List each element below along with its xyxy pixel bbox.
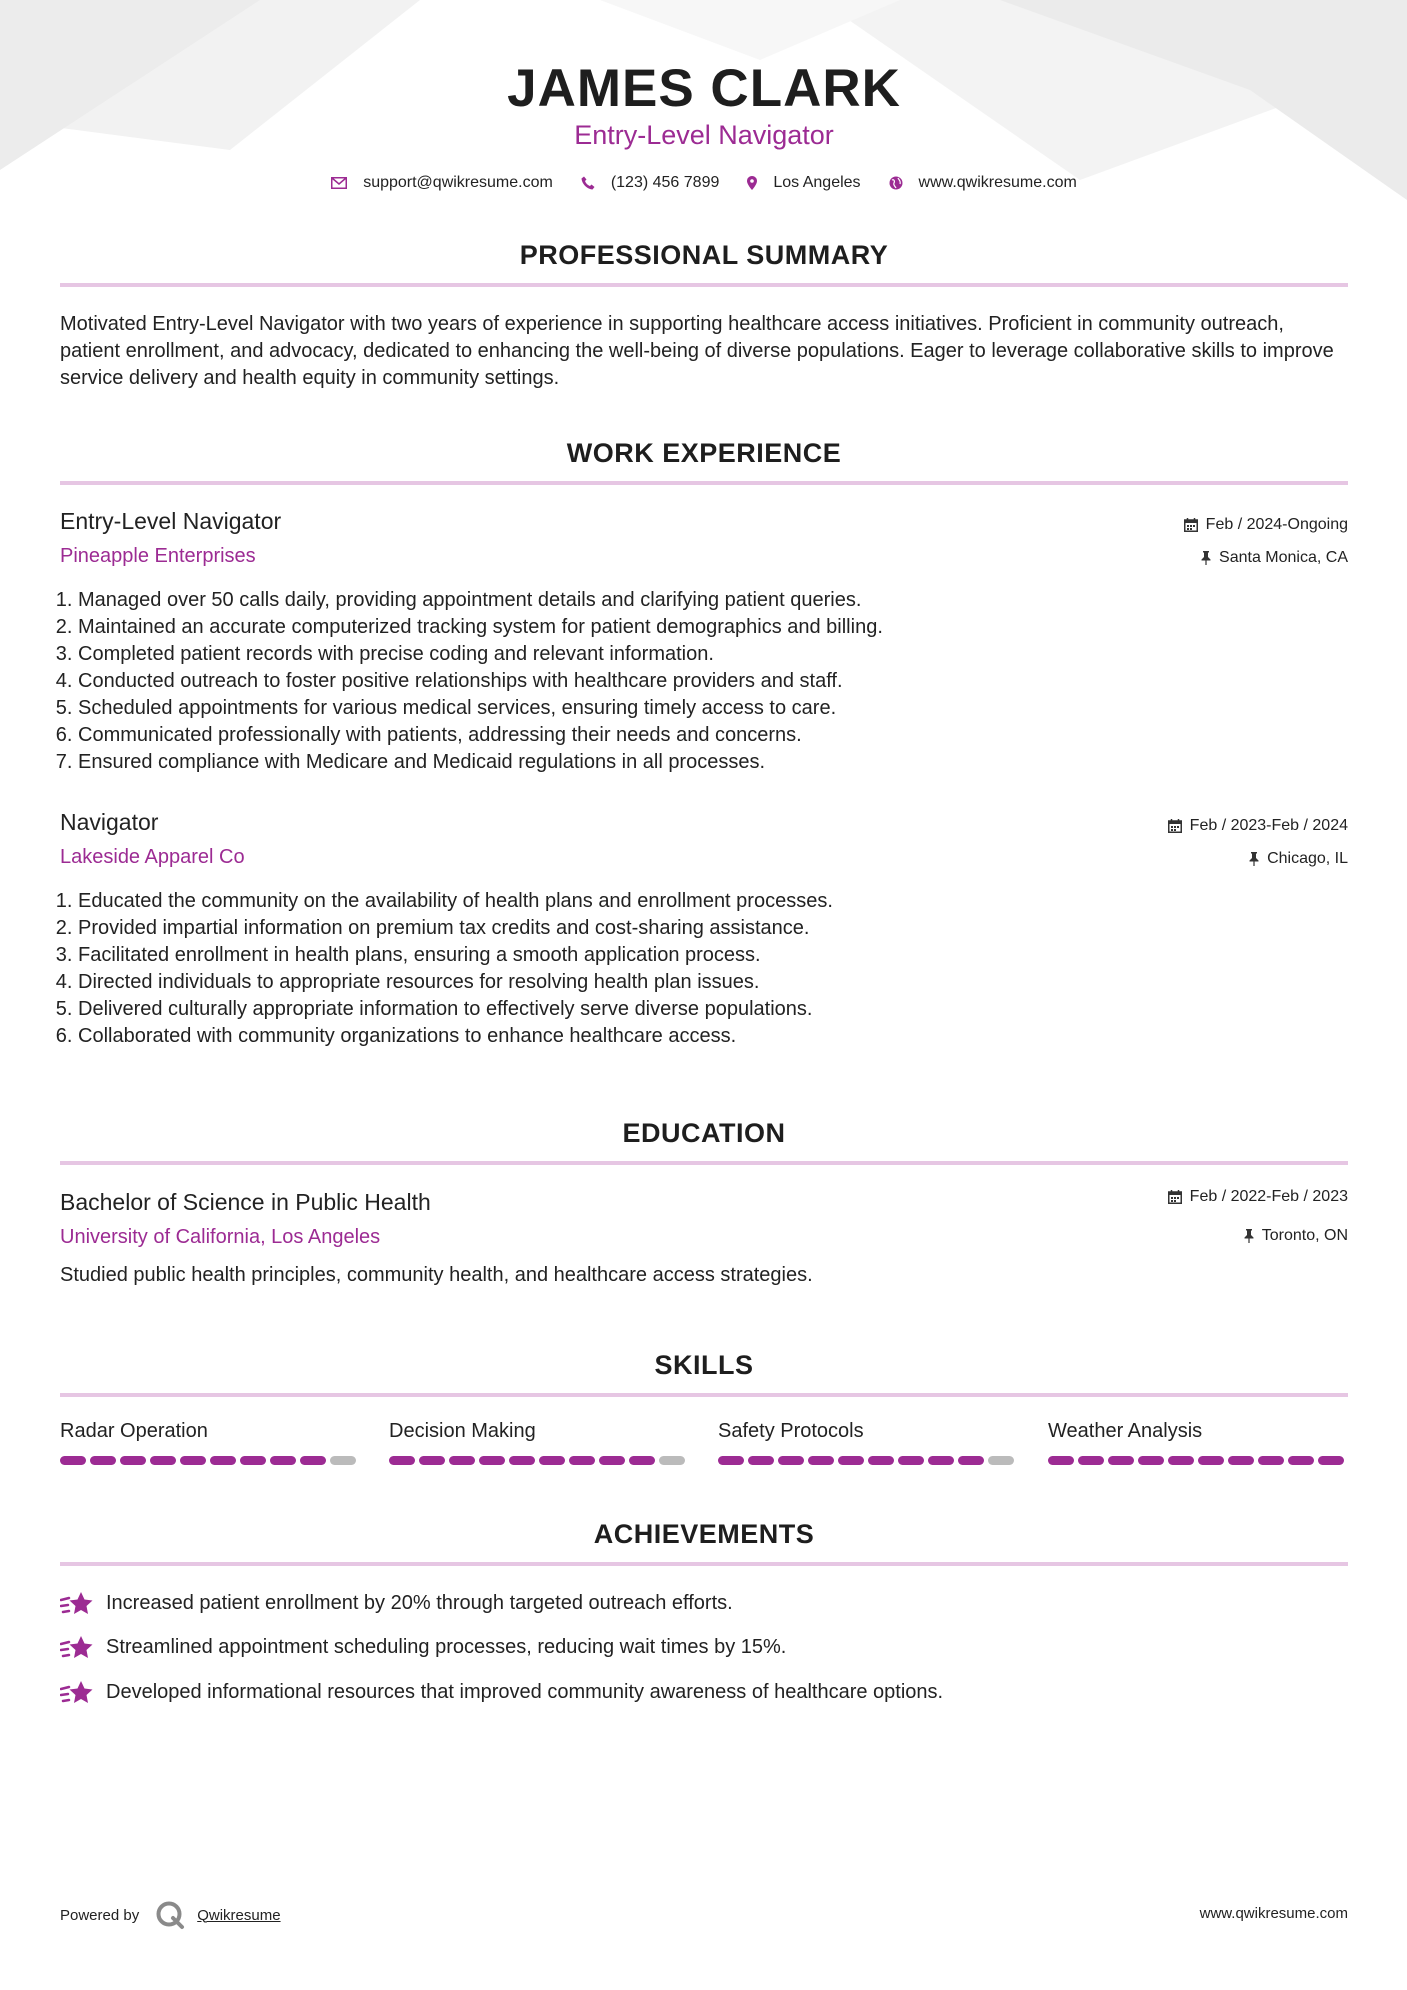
- envelope-icon: [331, 177, 347, 189]
- rating-dot-filled: [1138, 1456, 1164, 1465]
- qwikresume-logo-icon: [155, 1900, 185, 1930]
- job-location: [1201, 549, 1348, 567]
- rating-dot-filled: [958, 1456, 984, 1465]
- list-item: 7. Ensured compliance with Medicare and Medicaid regulations in all processes.: [78, 749, 883, 776]
- education-dates-text: Feb / 2022-Feb / 2023: [1189, 1188, 1348, 1205]
- job-duties-list: [60, 587, 883, 776]
- list-item: 6. Communicated professionally with patients, addressing their needs and concerns.: [78, 722, 883, 749]
- rating-dot-filled: [240, 1456, 266, 1465]
- job-location-text: Santa Monica, CA: [1219, 549, 1348, 566]
- contact-website[interactable]: [889, 174, 1077, 192]
- rating-dot-filled: [150, 1456, 176, 1465]
- list-item: 1. Managed over 50 calls daily, providing appointment details and clarifying patient queries.: [78, 587, 883, 614]
- rating-dot-filled: [180, 1456, 206, 1465]
- rating-dot-empty: [330, 1456, 356, 1465]
- summary-divider: [60, 283, 1348, 287]
- achievement-item: [60, 1679, 943, 1705]
- skills-divider: [60, 1393, 1348, 1397]
- education-school: University of California, Los Angeles: [60, 1226, 381, 1248]
- rating-dot-filled: [509, 1456, 535, 1465]
- list-item: 3. Completed patient records with precise coding and relevant information.: [78, 641, 883, 668]
- map-pin-icon: [747, 176, 757, 190]
- skill-name: Safety Protocols: [718, 1420, 864, 1442]
- skill-rating: [718, 1456, 1018, 1465]
- skill-rating: [60, 1456, 360, 1465]
- skill-name: Weather Analysis: [1048, 1420, 1203, 1442]
- qwikresume-link[interactable]: Qwikresume: [197, 1906, 281, 1924]
- calendar-icon: [1168, 819, 1182, 833]
- achievements-heading: ACHIEVEMENTS: [593, 1519, 815, 1549]
- shooting-star-icon: [60, 1679, 94, 1705]
- experience-divider: [60, 481, 1348, 485]
- calendar-icon: [1184, 518, 1198, 532]
- shooting-star-icon: [60, 1634, 94, 1660]
- list-item: 6. Collaborated with community organizations to enhance healthcare access.: [78, 1023, 833, 1050]
- rating-dot-filled: [838, 1456, 864, 1465]
- rating-dot-filled: [1258, 1456, 1284, 1465]
- rating-dot-filled: [928, 1456, 954, 1465]
- job-company: Lakeside Apparel Co: [60, 846, 245, 868]
- list-item: 5. Delivered culturally appropriate information to effectively serve diverse populations.: [78, 996, 833, 1023]
- job-dates: [1168, 817, 1348, 835]
- rating-dot-filled: [210, 1456, 236, 1465]
- achievement-text: Streamlined appointment scheduling processes, reducing wait times by 15%.: [106, 1635, 787, 1658]
- job-title: Navigator: [60, 809, 159, 835]
- list-item: 4. Directed individuals to appropriate resources for resolving health plan issues.: [78, 969, 833, 996]
- rating-dot-filled: [300, 1456, 326, 1465]
- rating-dot-filled: [1198, 1456, 1224, 1465]
- achievements-divider: [60, 1562, 1348, 1566]
- contact-phone-text: (123) 456 7899: [610, 174, 720, 191]
- footer-website[interactable]: www.qwikresume.com: [1199, 1905, 1348, 1922]
- rating-dot-filled: [599, 1456, 625, 1465]
- rating-dot-filled: [270, 1456, 296, 1465]
- contact-website-text: www.qwikresume.com: [918, 174, 1077, 191]
- rating-dot-filled: [808, 1456, 834, 1465]
- achievement-item: [60, 1634, 786, 1660]
- list-item: 1. Educated the community on the availability of health plans and enrollment processes.: [78, 888, 833, 915]
- job-dates: [1184, 516, 1348, 534]
- rating-dot-filled: [60, 1456, 86, 1465]
- contact-location: [747, 174, 860, 192]
- experience-heading: WORK EXPERIENCE: [566, 438, 842, 468]
- candidate-name: JAMES CLARK: [507, 59, 901, 118]
- rating-dot-filled: [1048, 1456, 1074, 1465]
- job-location: [1249, 850, 1348, 868]
- job-dates-text: Feb / 2024-Ongoing: [1205, 516, 1348, 533]
- list-item: 3. Facilitated enrollment in health plans, ensuring a smooth application process.: [78, 942, 833, 969]
- summary-text: Motivated Entry-Level Navigator with two years of experience in supporting healthcare access initiatives. Proficient in community outreach, patient enrollment, and advocacy, dedicated to enhancing the well-being of diverse populations. Eager to leverage collaborative skills to improve service delivery and health equity in community settings.: [60, 313, 1334, 389]
- rating-dot-filled: [1108, 1456, 1134, 1465]
- skill-name: Radar Operation: [60, 1420, 208, 1442]
- rating-dot-filled: [1228, 1456, 1254, 1465]
- job-duties-list: [60, 888, 833, 1050]
- powered-by-label: Powered by: [60, 1906, 140, 1924]
- job-title: Entry-Level Navigator: [60, 508, 282, 534]
- rating-dot-filled: [748, 1456, 774, 1465]
- skills-heading: SKILLS: [654, 1350, 754, 1380]
- rating-dot-filled: [120, 1456, 146, 1465]
- rating-dot-filled: [539, 1456, 565, 1465]
- list-item: 2. Maintained an accurate computerized tracking system for patient demographics and billing.: [78, 614, 883, 641]
- education-heading: EDUCATION: [622, 1118, 786, 1148]
- rating-dot-filled: [449, 1456, 475, 1465]
- skill-item: [718, 1420, 1018, 1465]
- education-location: [1244, 1227, 1348, 1245]
- shooting-star-icon: [60, 1590, 94, 1616]
- rating-dot-filled: [569, 1456, 595, 1465]
- pushpin-icon: [1244, 1229, 1254, 1243]
- education-description: Studied public health principles, community health, and healthcare access strategies.: [60, 1264, 813, 1286]
- summary-heading: PROFESSIONAL SUMMARY: [519, 240, 889, 270]
- rating-dot-filled: [1078, 1456, 1104, 1465]
- education-location-text: Toronto, ON: [1261, 1227, 1348, 1244]
- rating-dot-filled: [1288, 1456, 1314, 1465]
- pushpin-icon: [1201, 551, 1211, 565]
- pushpin-icon: [1249, 852, 1259, 866]
- rating-dot-filled: [479, 1456, 505, 1465]
- candidate-role: Entry-Level Navigator: [574, 120, 834, 150]
- achievement-text: Developed informational resources that improved community awareness of healthcare options.: [106, 1680, 944, 1703]
- achievement-item: [60, 1590, 733, 1616]
- list-item: 5. Scheduled appointments for various medical services, ensuring timely access to care.: [78, 695, 883, 722]
- skill-name: Decision Making: [389, 1420, 536, 1442]
- education-divider: [60, 1161, 1348, 1165]
- rating-dot-filled: [629, 1456, 655, 1465]
- calendar-icon: [1168, 1190, 1182, 1204]
- job-dates-text: Feb / 2023-Feb / 2024: [1189, 817, 1348, 834]
- skill-rating: [1048, 1456, 1348, 1465]
- job-location-text: Chicago, IL: [1267, 850, 1348, 867]
- rating-dot-filled: [1168, 1456, 1194, 1465]
- skill-item: [1048, 1420, 1348, 1465]
- rating-dot-filled: [718, 1456, 744, 1465]
- job-company: Pineapple Enterprises: [60, 545, 256, 567]
- education-degree: Bachelor of Science in Public Health: [60, 1189, 431, 1215]
- rating-dot-filled: [898, 1456, 924, 1465]
- contact-location-text: Los Angeles: [773, 174, 861, 191]
- skill-item: [389, 1420, 689, 1465]
- phone-icon: [581, 176, 595, 190]
- rating-dot-filled: [389, 1456, 415, 1465]
- rating-dot-filled: [868, 1456, 894, 1465]
- achievement-text: Increased patient enrollment by 20% through targeted outreach efforts.: [106, 1591, 733, 1614]
- rating-dot-filled: [1318, 1456, 1344, 1465]
- contact-bar: [60, 174, 1348, 192]
- list-item: 4. Conducted outreach to foster positive relationships with healthcare providers and staff.: [78, 668, 883, 695]
- rating-dot-empty: [988, 1456, 1014, 1465]
- globe-icon: [889, 176, 903, 190]
- contact-email[interactable]: [331, 174, 553, 192]
- rating-dot-filled: [778, 1456, 804, 1465]
- rating-dot-filled: [419, 1456, 445, 1465]
- contact-email-text: support@qwikresume.com: [363, 174, 553, 191]
- skill-rating: [389, 1456, 689, 1465]
- education-dates: [1168, 1188, 1348, 1206]
- rating-dot-empty: [659, 1456, 685, 1465]
- contact-phone[interactable]: [581, 174, 720, 192]
- rating-dot-filled: [90, 1456, 116, 1465]
- footer-powered-by: [60, 1900, 281, 1930]
- list-item: 2. Provided impartial information on premium tax credits and cost-sharing assistance.: [78, 915, 833, 942]
- skill-item: [60, 1420, 360, 1465]
